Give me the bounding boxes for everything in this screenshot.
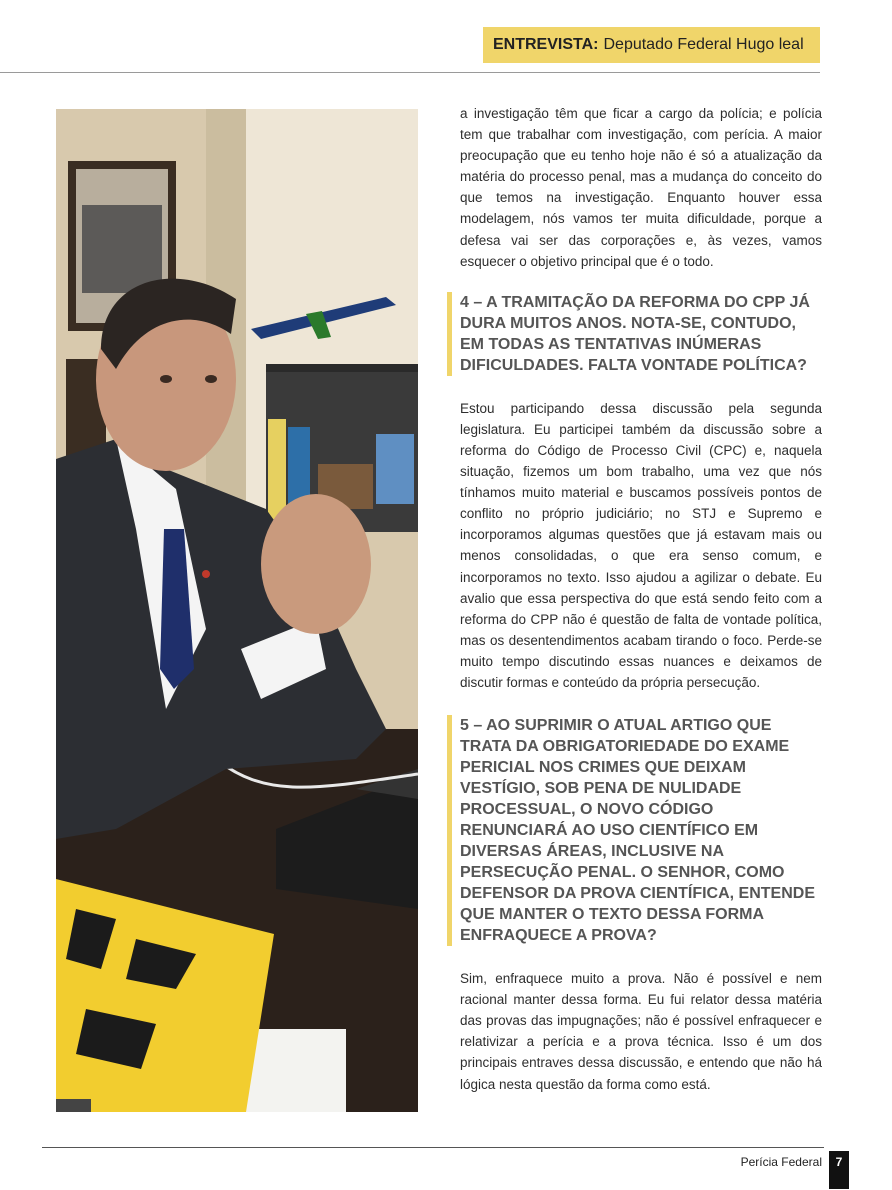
question-5: 5 – AO SUPRIMIR O ATUAL ARTIGO QUE TRATA DA OBRIGATORIEDADE DO EXAME PERICIAL NOS CRIMES QUE DEIXAM VESTÍGIO, SOB PENA DE NULIDADE PROCESSUAL, O NOVO CÓDIGO RENUNCIARÁ AO USO CIENTÍFICO EM DIVERSAS ÁREAS, INCLUSIVE NA PERSECUÇÃO PENAL. O SENHOR, COMO DEFENSOR DA PROVA CIENTÍFICA, ENTENDE QUE MANTER O TEXTO DESSA FORMA ENFRAQUECE A PROVA? [447,715,822,946]
article-body [460,103,822,1095]
paragraph-intro: a investigação têm que ficar a cargo da polícia; e polícia tem que trabalhar com investigação, com perícia. A maior preocupação que eu tenho hoje não é só a atualização da matéria do processo penal, mas a mudança do conceito do que temos na investigação. Enquanto houver essa modelagem, nós vamos ter muita dificuldade, porque a defesa vai ser das corporações e, às vezes, vamos esquecer o objetivo principal que é o todo. [460,106,822,269]
header-divider [0,72,820,73]
section-badge [483,27,820,63]
answer-5: Sim, enfraquece muito a prova. Não é possível e nem racional manter dessa forma. Eu fui relator dessa matéria das provas das impugnações; não é possível enfraquecer e relativizar a perícia e a prova técnica. Isso é um dos principais entraves dessa discussão, e entendo que não há lógica nesta questão da forma como está. [460,971,822,1092]
portrait-photo [56,109,418,1112]
footer-divider [42,1147,824,1148]
interview-subtitle: Deputado Federal Hugo leal [603,36,804,53]
publication-name: Perícia Federal [740,1155,822,1169]
section-label: ENTREVISTA: [493,36,599,53]
answer-4: Estou participando dessa discussão pela segunda legislatura. Eu participei também da discussão sobre a reforma do Código de Processo Civil (CPC) e, naquela situação, fizemos um bom trabalho, uma vez que nós tínhamos muito material e buscamos possíveis pontos de conflito no próprio judiciário; no STJ e Supremo e incorporamos algumas questões que já estavam mais ou menos consolidadas, o que era senso comum, e incorporamos no texto. Isso ajudou a agilizar o debate. Eu avalio que essa perspectiva do que está sendo feito com a reforma do CPP não é questão de falta de vontade política, mas os desentendimentos acabam tirando o foco. Perde-se muito tempo discutindo essas nuances e deixamos de discutir formas e conteúdo da própria persecução. [460,400,822,690]
page-number: 7 [829,1151,849,1189]
question-4: 4 – A TRAMITAÇÃO DA REFORMA DO CPP JÁ DURA MUITOS ANOS. NOTA-SE, CONTUDO, EM TODAS AS TENTATIVAS INÚMERAS DIFICULDADES. FALTA VONTADE POLÍTICA? [447,292,822,376]
portrait-illustration [56,109,418,1112]
